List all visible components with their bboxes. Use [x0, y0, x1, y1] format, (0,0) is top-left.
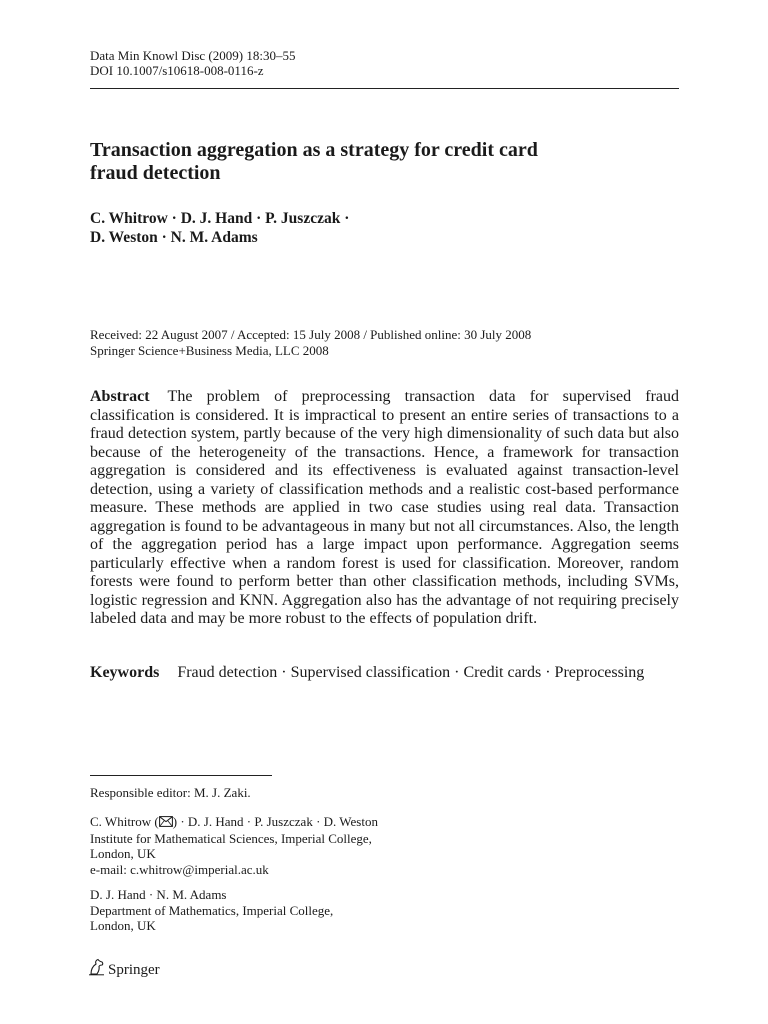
- affiliation-1-email[interactable]: e-mail: c.whitrow@imperial.ac.uk: [90, 861, 269, 877]
- header-rule: [90, 88, 679, 89]
- abstract-text: The problem of preprocessing transaction data for supervised fraud classification is considered. It is impractical to present an entire series of transactions to a fraud detection system, partly because of the very high dimensionality of such data but also because of the heterogeneity of the transactions. Hence, a framework for transaction aggregation is considered and its effectiveness is evaluated against transaction-level detection, using a variety of classification methods and a realistic cost-based performance measure. These methods are applied in two case studies using real data. Transaction aggregation is found to be advantageous in many but not all circumstances. Also, the length of the aggregation period has a large impact upon performance. Aggregation seems particularly effective when a random forest is used for classification. Moreover, random forests were found to perform better than other classification methods, including SVMs, logistic regression and KNN. Aggregation also has the advantage of not requiring precisely labeled data and may be more robust to the effects of population drift.: [90, 388, 679, 627]
- affiliation-1-city: London, UK: [90, 846, 156, 861]
- publication-dates: [90, 327, 679, 358]
- paper-title: [90, 139, 679, 185]
- footnote-rule: [90, 775, 272, 776]
- keywords-label: Keywords: [90, 664, 160, 681]
- affiliation-1-authors: C. Whitrow ( ) · D. J. Hand · P. Juszczak · D. Weston: [90, 814, 378, 829]
- keywords-section: [90, 664, 679, 683]
- envelope-icon: [159, 815, 173, 831]
- keywords-text: Fraud detection · Supervised classification · Credit cards · Preprocessing: [177, 664, 645, 681]
- affiliation-2-city: London, UK: [90, 918, 156, 933]
- authors-line-2: D. Weston · N. M. Adams: [90, 229, 258, 246]
- springer-horse-icon: [88, 958, 106, 981]
- affiliation-1: [90, 814, 679, 877]
- abstract-section: [90, 388, 679, 629]
- journal-citation: Data Min Knowl Disc (2009) 18:30–55: [90, 48, 296, 63]
- author-list: [90, 209, 679, 247]
- springer-wordmark: Springer: [108, 961, 160, 978]
- abstract-label: Abstract: [90, 388, 150, 405]
- journal-header: [90, 48, 295, 78]
- affiliation-2-institution: Department of Mathematics, Imperial College,: [90, 902, 334, 918]
- affiliation-2: [90, 887, 679, 934]
- affiliation-2-authors: D. J. Hand · N. M. Adams: [90, 887, 227, 902]
- publisher-logo: [88, 958, 160, 981]
- title-line-2: fraud detection: [90, 162, 221, 184]
- copyright-line: Springer Science+Business Media, LLC 2008: [90, 342, 329, 358]
- title-line-1: Transaction aggregation as a strategy for credit card: [90, 139, 538, 161]
- date-history: Received: 22 August 2007 / Accepted: 15 July 2008 / Published online: 30 July 2008: [90, 327, 532, 342]
- journal-doi: DOI 10.1007/s10618-008-0116-z: [90, 63, 264, 78]
- authors-line-1: C. Whitrow · D. J. Hand · P. Juszczak ·: [90, 210, 350, 227]
- responsible-editor: Responsible editor: M. J. Zaki.: [90, 785, 251, 800]
- affiliation-1-institution: Institute for Mathematical Sciences, Imperial College,: [90, 830, 372, 846]
